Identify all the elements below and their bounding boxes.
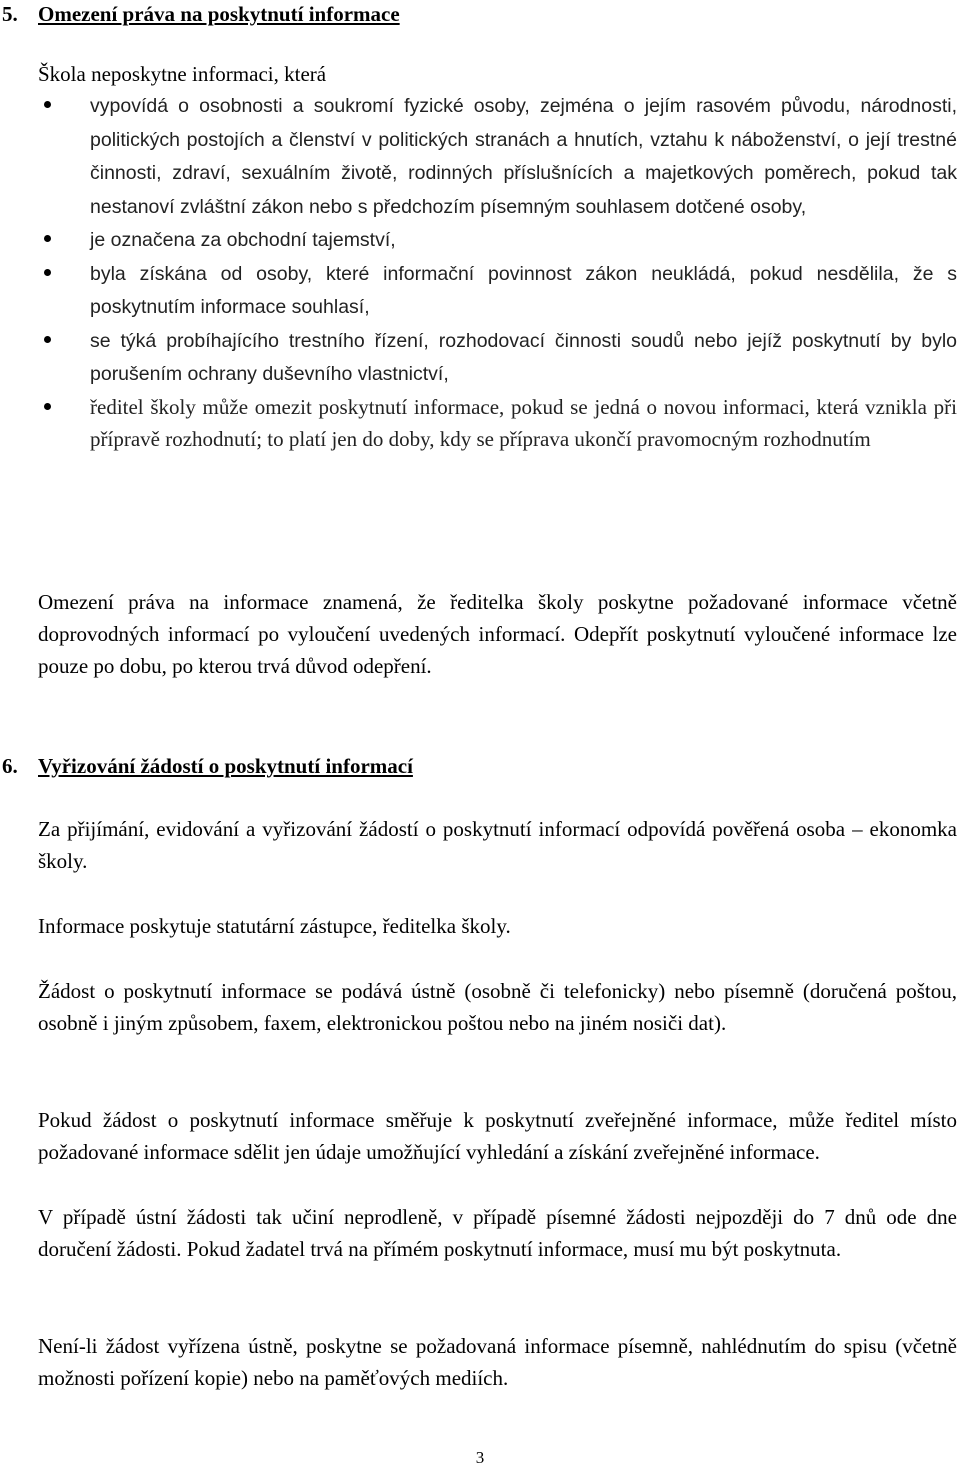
list-item: byla získána od osoby, které informační povinnost zákon neukládá, pokud nesdělila, že s poskytnutím informace souhlasí, [0, 257, 957, 324]
restriction-list [0, 89, 960, 456]
deadline-paragraph: V případě ústní žádosti tak učiní neprodleně, v případě písemné žádosti nejpozději do 7 dnů ode dne doručení žádosti. Pokud žadatel trvá na přímém poskytnutí informace, musí mu být poskytnuta. [38, 1205, 957, 1261]
provider-paragraph: Informace poskytuje statutární zástupce, ředitelka školy. [38, 914, 511, 938]
bullet-icon [44, 269, 51, 276]
section-6-title: Vyřizování žádostí o poskytnutí informací [38, 754, 413, 778]
section-5-title: Omezení práva na poskytnutí informace [38, 2, 400, 26]
list-item: je označena za obchodní tajemství, [0, 223, 957, 257]
section-5-number: 5. [2, 2, 18, 26]
page-number: 3 [475, 1448, 485, 1467]
bullet-icon [44, 101, 51, 108]
bullet-icon [44, 235, 51, 242]
published-info-paragraph: Pokud žádost o poskytnutí informace směřuje k poskytnutí zveřejněné informace, může ředitel místo požadované informace sdělit jen údaje umožňující vyhledání a získání zveřejněné informace. [38, 1108, 957, 1164]
bullet-icon [44, 336, 51, 343]
written-response-paragraph: Není-li žádost vyřízena ústně, poskytne se požadovaná informace písemně, nahlédnutím do spisu (včetně možnosti pořízení kopie) nebo na paměťových mediích. [38, 1334, 957, 1390]
list-item: ředitel školy může omezit poskytnutí informace, pokud se jedná o novou informaci, která vznikla při přípravě rozhodnutí; to platí jen do doby, kdy se příprava ukončí pravomocným rozhodnutím [0, 391, 957, 456]
section-6-number: 6. [2, 754, 18, 778]
section-5-intro: Škola neposkytne informaci, která [38, 62, 327, 86]
bullet-icon [44, 403, 51, 410]
request-form-paragraph: Žádost o poskytnutí informace se podává ústně (osobně či telefonicky) nebo písemně (doručená poštou, osobně i jiným způsobem, faxem, elektronickou poštou nebo na jiném nosiči dat). [38, 979, 957, 1035]
list-item: vypovídá o osobnosti a soukromí fyzické osoby, zejména o jejím rasovém původu, národnosti, politických postojích a členství v politických stranách a hnutích, vztahu k náboženství, o její trestné činnosti, zdraví, sexuálním životě, rodinných příslušnících a majetkových poměrech, pokud tak nestanoví zvláštní zákon nebo s předchozím písemným souhlasem dotčené osoby, [0, 89, 957, 223]
section-5-closing: Omezení práva na informace znamená, že ředitelka školy poskytne požadované informace včetně doprovodných informací po vyloučení uvedených informací. Odepřít poskytnutí vyloučené informace lze pouze po dobu, po kterou trvá důvod odepření. [38, 590, 957, 678]
list-item: se týká probíhajícího trestního řízení, rozhodovací činnosti soudů nebo jejíž poskytnutí by bylo porušením ochrany duševního vlastnictví, [0, 324, 957, 391]
responsible-person-paragraph: Za přijímání, evidování a vyřizování žádostí o poskytnutí informací odpovídá pověřená osoba – ekonomka školy. [38, 817, 957, 873]
